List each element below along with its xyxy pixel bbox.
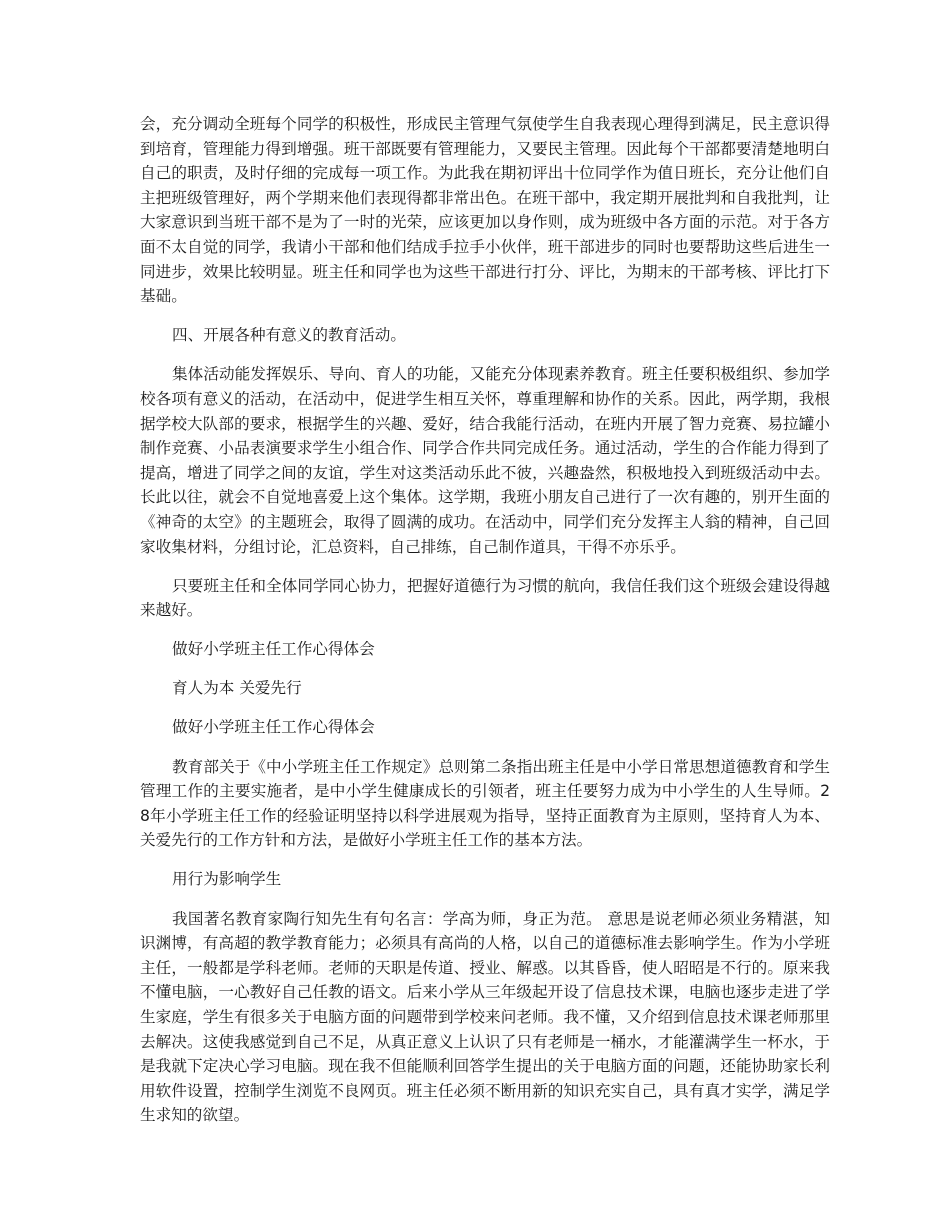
paragraph-collective-activities: 集体活动能发挥娱乐、导向、育人的功能，又能充分体现素养教育。班主任要积极组织、参加学校各项有意义的活动，在活动中，促进学生相互关怀，尊重理解和协作的关系。因此，两学期，我根据学校大队部的要求，根据学生的兴趣、爱好，结合我能行活动，在班内开展了智力竞赛、易拉罐小制作竞赛、小品表演要求学生小组合作、同学合作共同完成任务。通过活动，学生的合作能力得到了提高，增进了同学之间的友谊，学生对这类活动乐此不彼，兴趣盎然，积极地投入到班级活动中去。长此以往，就会不自觉地喜爱上这个集体。这学期，我班小朋友自己进行了一次有趣的，别开生面的《神奇的太空》的主题班会，取得了圆满的成功。在活动中，同学们充分发挥主人翁的精神，自己回家收集材料，分组讨论，汇总资料，自己排练，自己制作道具，干得不亦乐乎。 — [140, 365, 830, 556]
article-subtitle: 育人为本 关爱先行 — [172, 679, 302, 698]
article-title-repeat: 做好小学班主任工作心得体会 — [172, 718, 375, 737]
paragraph-conclusion: 只要班主任和全体同学同心协力，把握好道德行为习惯的航向，我信任我们这个班级会建设得越来越好。 — [140, 576, 830, 620]
document-page — [140, 112, 830, 1128]
paragraph-class-cadre-management: 会，充分调动全班每个同学的积极性，形成民主管理气氛使学生自我表现心理得到满足，民主意识得到培育，管理能力得到增强。班干部既要有管理能力，又要民主管理。因此每个干部都要清楚地明白自己的职责，及时仔细的完成每一项工作。为此我在期初评出十位同学作为值日班长，充分让他们自主把班级管理好，两个学期来他们表现得都非常出色。在班干部中，我定期开展批判和自我批判，让大家意识到当班干部不是为了一时的光荣，应该更加以身作则，成为班级中各方面的示范。对于各方面不太自觉的同学，我请小干部和他们结成手拉手小伙伴，班干部进步的同时也要帮助这些后进生一同进步，效果比较明显。班主任和同学也为这些干部进行打分、评比，为期末的干部考核、评比打下基础。 — [140, 115, 830, 306]
section-heading-influence-by-behavior: 用行为影响学生 — [172, 870, 282, 889]
article-title: 做好小学班主任工作心得体会 — [172, 640, 375, 659]
section-heading-education-activities: 四、开展各种有意义的教育活动。 — [172, 326, 406, 345]
paragraph-tao-xingzhi-quote: 我国著名教育家陶行知先生有句名言：学高为师，身正为范。 意思是说老师必须业务精湛，知识渊博，有高超的教学教育能力；必须具有高尚的人格，以自己的道德标准去影响学生。作为小学班主任，一般都是学科老师。老师的天职是传道、授业、解惑。以其昏昏，使人昭昭是不行的。原来我不懂电脑，一心教好自己任教的语文。后来小学从三年级起开设了信息技术课，电脑也逐步走进了学生家庭，学生有很多关于电脑方面的问题带到学校来问老师。我不懂，又介绍到信息技术课老师那里去解决。这使我感觉到自己不足，从真正意义上认识了只有老师是一桶水，才能灌满学生一杯水，于是我就下定决心学习电脑。现在我不但能顺利回答学生提出的关于电脑方面的问题，还能协助家长利用软件设置，控制学生浏览不良网页。班主任必须不断用新的知识充实自己，具有真才实学，满足学生求知的欲望。 — [140, 909, 830, 1125]
paragraph-ministry-regulation: 教育部关于《中小学班主任工作规定》总则第二条指出班主任是中小学日常思想道德教育和学生管理工作的主要实施者，是中小学生健康成长的引领者，班主任要努力成为中小学生的人生导师。28年小学班主任工作的经验证明坚持以科学进展观为指导，坚持正面教育为主原则，坚持育人为本、关爱先行的工作方针和方法，是做好小学班主任工作的基本方法。 — [140, 757, 830, 850]
